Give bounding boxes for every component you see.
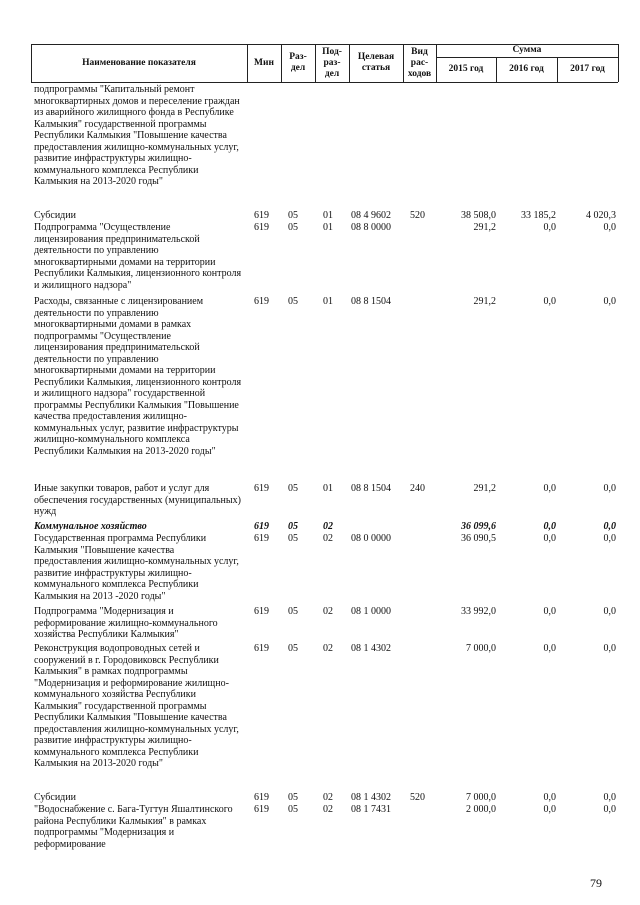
row-2016: 0,0 — [543, 521, 556, 532]
row-min: 619 — [254, 521, 269, 532]
row-min: 619 — [254, 222, 269, 233]
row-2016: 0,0 — [543, 222, 556, 233]
header-min: Мин — [254, 57, 274, 68]
row-name: Субсидии — [34, 792, 76, 803]
row-name: подпрограммы "Капитальный ремонт многоквартирных домов и переселение граждан из аварийного жилищного фонда в Республике Калмыкия" государственной программы Республики Калмыкия "Повышение качества предоставления жилищно-коммунальных услуг, развитие инфраструктуры жилищно-коммунального комплекса Республики Калмыкия на 2013-2020 годы" — [34, 84, 240, 187]
row-2017: 0,0 — [603, 606, 616, 617]
row-2017: 4 020,3 — [586, 210, 616, 221]
row-razdel: 05 — [288, 606, 298, 617]
header-name: Наименование показателя — [82, 57, 196, 68]
row-2015: 291,2 — [473, 296, 496, 307]
row-min: 619 — [254, 606, 269, 617]
row-razdel: 05 — [288, 521, 298, 532]
row-2017: 0,0 — [603, 792, 616, 803]
row-name: Расходы, связанные с лицензированием деятельности по управлению многоквартирными домами в рамках подпрограммы "Осуществление лицензирования предпринимательской деятельности по управлению многоквартирными домами на территории Республики Калмыкия, лицензионного контроля и жилищного надзора" государственной программы Республики Калмыкия "Повышение качества предоставления жилищно-коммунальных услуг, развитие инфраструктуры жилищно-коммунального комплекса Республики Калмыкия на 2013-2020 годы" — [34, 296, 242, 457]
row-name: Подпрограмма "Осуществление лицензирования предпринимательской деятельности по управлению многоквартирными домами на территории Республики Калмыкия, лицензионного контроля и жилищного надзора" — [34, 222, 242, 291]
row-target: 08 4 9602 — [351, 210, 391, 221]
row-min: 619 — [254, 792, 269, 803]
row-name: "Водоснабжение с. Бага-Тугтун Яшалтинского района Республики Калмыкия" в рамках подпрограммы "Модернизация и реформирование — [34, 804, 233, 850]
row-min: 619 — [254, 210, 269, 221]
row-2015: 38 508,0 — [461, 210, 496, 221]
row-2016: 0,0 — [543, 296, 556, 307]
row-2015: 291,2 — [473, 483, 496, 494]
row-podrazdel: 02 — [323, 606, 333, 617]
row-2017: 0,0 — [603, 222, 616, 233]
row-2017: 0,0 — [603, 804, 616, 815]
row-razdel: 05 — [288, 533, 298, 544]
row-target: 08 1 0000 — [351, 606, 391, 617]
row-podrazdel: 01 — [323, 222, 333, 233]
row-target: 08 1 4302 — [351, 643, 391, 654]
row-target: 08 8 0000 — [351, 222, 391, 233]
row-2017: 0,0 — [603, 521, 616, 532]
row-vid: 520 — [410, 792, 425, 803]
row-target: 08 1 7431 — [351, 804, 391, 815]
row-min: 619 — [254, 296, 269, 307]
row-2015: 2 000,0 — [466, 804, 496, 815]
row-2017: 0,0 — [603, 643, 616, 654]
row-2015: 7 000,0 — [466, 643, 496, 654]
row-2017: 0,0 — [603, 483, 616, 494]
row-target: 08 8 1504 — [351, 296, 391, 307]
row-vid: 240 — [410, 483, 425, 494]
row-2016: 33 185,2 — [521, 210, 556, 221]
row-2015: 291,2 — [473, 222, 496, 233]
row-razdel: 05 — [288, 643, 298, 654]
row-2016: 0,0 — [543, 792, 556, 803]
row-razdel: 05 — [288, 792, 298, 803]
row-2015: 36 099,6 — [461, 521, 496, 532]
row-podrazdel: 02 — [323, 804, 333, 815]
header-vid: Вид рас- ходов — [407, 46, 432, 79]
row-podrazdel: 02 — [323, 792, 333, 803]
header-razdel: Раз- дел — [289, 52, 307, 73]
row-target: 08 0 0000 — [351, 533, 391, 544]
row-podrazdel: 02 — [323, 643, 333, 654]
row-podrazdel: 01 — [323, 296, 333, 307]
header-summa: Сумма — [512, 45, 542, 55]
row-name: Подпрограмма "Модернизация и реформирование жилищно-коммунального хозяйства Республики Калмыкия" — [34, 606, 218, 640]
row-razdel: 05 — [288, 210, 298, 221]
row-name: Иные закупки товаров, работ и услуг для обеспечения государственных (муниципальных) нужд — [34, 483, 241, 517]
row-min: 619 — [254, 643, 269, 654]
page-number: 79 — [590, 876, 602, 890]
row-2016: 0,0 — [543, 643, 556, 654]
table-header — [31, 44, 618, 82]
row-2017: 0,0 — [603, 533, 616, 544]
row-2016: 0,0 — [543, 533, 556, 544]
header-podrazdel: Под- раз- дел — [322, 46, 342, 79]
row-razdel: 05 — [288, 804, 298, 815]
row-2016: 0,0 — [543, 483, 556, 494]
row-2015: 36 090,5 — [461, 533, 496, 544]
row-podrazdel: 02 — [323, 533, 333, 544]
row-name: Реконструкция водопроводных сетей и сооружений в г. Городовиковск Республики Калмыкия" в рамках подпрограммы "Модернизация и реформирование жилищно-коммунального хозяйства Республики Калмыкия" государственной программы Республики Калмыкия "Повышение качества предоставления жилищно-коммунальных услуг, развитие инфраструктуры жилищно-коммунального комплекса Республики Калмыкия на 2013-2020 годы" — [34, 643, 239, 769]
row-podrazdel: 01 — [323, 210, 333, 221]
row-razdel: 05 — [288, 222, 298, 233]
row-min: 619 — [254, 804, 269, 815]
row-min: 619 — [254, 483, 269, 494]
row-podrazdel: 02 — [323, 521, 333, 532]
header-2016: 2016 год — [509, 64, 544, 74]
header-2015: 2015 год — [448, 64, 484, 74]
row-podrazdel: 01 — [323, 483, 333, 494]
row-2017: 0,0 — [603, 296, 616, 307]
row-name: Государственная программа Республики Калмыкия "Повышение качества предоставления жилищно-коммунальных услуг, развитие инфраструктуры жилищно-коммунального комплекса Республики Калмыкия на 2013 -2020 годы" — [34, 533, 239, 602]
row-name: Субсидии — [34, 210, 76, 221]
row-razdel: 05 — [288, 483, 298, 494]
row-vid: 520 — [410, 210, 425, 221]
row-target: 08 1 4302 — [351, 792, 391, 803]
header-target: Целевая статья — [357, 52, 395, 73]
row-razdel: 05 — [288, 296, 298, 307]
row-name: Коммунальное хозяйство — [34, 521, 147, 532]
header-2017: 2017 год — [570, 64, 605, 74]
row-target: 08 8 1504 — [351, 483, 391, 494]
row-2016: 0,0 — [543, 606, 556, 617]
row-min: 619 — [254, 533, 269, 544]
row-2015: 7 000,0 — [466, 792, 496, 803]
row-2016: 0,0 — [543, 804, 556, 815]
row-2015: 33 992,0 — [461, 606, 496, 617]
